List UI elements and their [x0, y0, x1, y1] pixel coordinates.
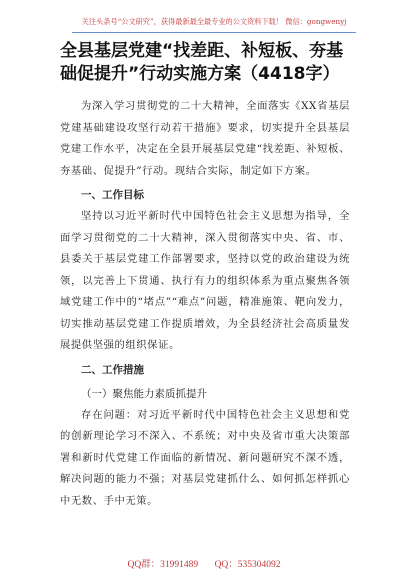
section-heading-measures: 二、工作措施	[81, 363, 144, 376]
goals-paragraph: 坚持以习近平新时代中国特色社会主义思想为指导，全面学习贯彻党的二十大精神，深入贯彻落实中央、省、市、县委关于基层党建工作部署要求，坚持以党的政治建设为统领，以完善上下贯通、执行有力的组织体系为重点聚焦各领域党建工作中的“堵点”“难点”问题，精准施策、靶向发力，切实推动基层党建工作提质增效，为全县经济社会高质量发展提供坚强的组织保证。	[60, 210, 350, 351]
document-body	[60, 40, 350, 512]
footer-qq-group: QQ群：31991489	[127, 560, 199, 570]
document-title: 全县基层党建“找差距、补短板、夯基础促提升”行动实施方案（4418字）	[60, 41, 344, 84]
subsection-heading-capability: （一）聚焦能力素质抓提升	[81, 387, 207, 400]
capability-paragraph: 存在问题：对习近平新时代中国特色社会主义思想和党的创新理论学习不深入、不系统；对中央及省市重大决策部署和新时代党建工作面临的新情况、新问题研究不深不透，解决问题的能力不强；对基层党建抓什么、如何抓怎样抓心中无数、手中无策。	[60, 408, 350, 507]
footer-contact	[0, 556, 408, 570]
intro-paragraph: 为深入学习贯彻党的二十大精神，全面落实《XX省基层党建基础建设攻坚行动若干措施》要求，切实提升全县基层党建工作水平，决定在全县开展基层党建“找差距、补短板、夯基础、促提升”行动。现结合实际，制定如下方案。	[60, 100, 350, 177]
header-banner: 关注头条号“公文研究”，获得最新最全最专业的公文资料下载！ 微信：gongwenyj	[72, 8, 356, 33]
footer-qq: QQ：535304092	[214, 560, 281, 570]
section-heading-goals: 一、工作目标	[81, 189, 144, 201]
